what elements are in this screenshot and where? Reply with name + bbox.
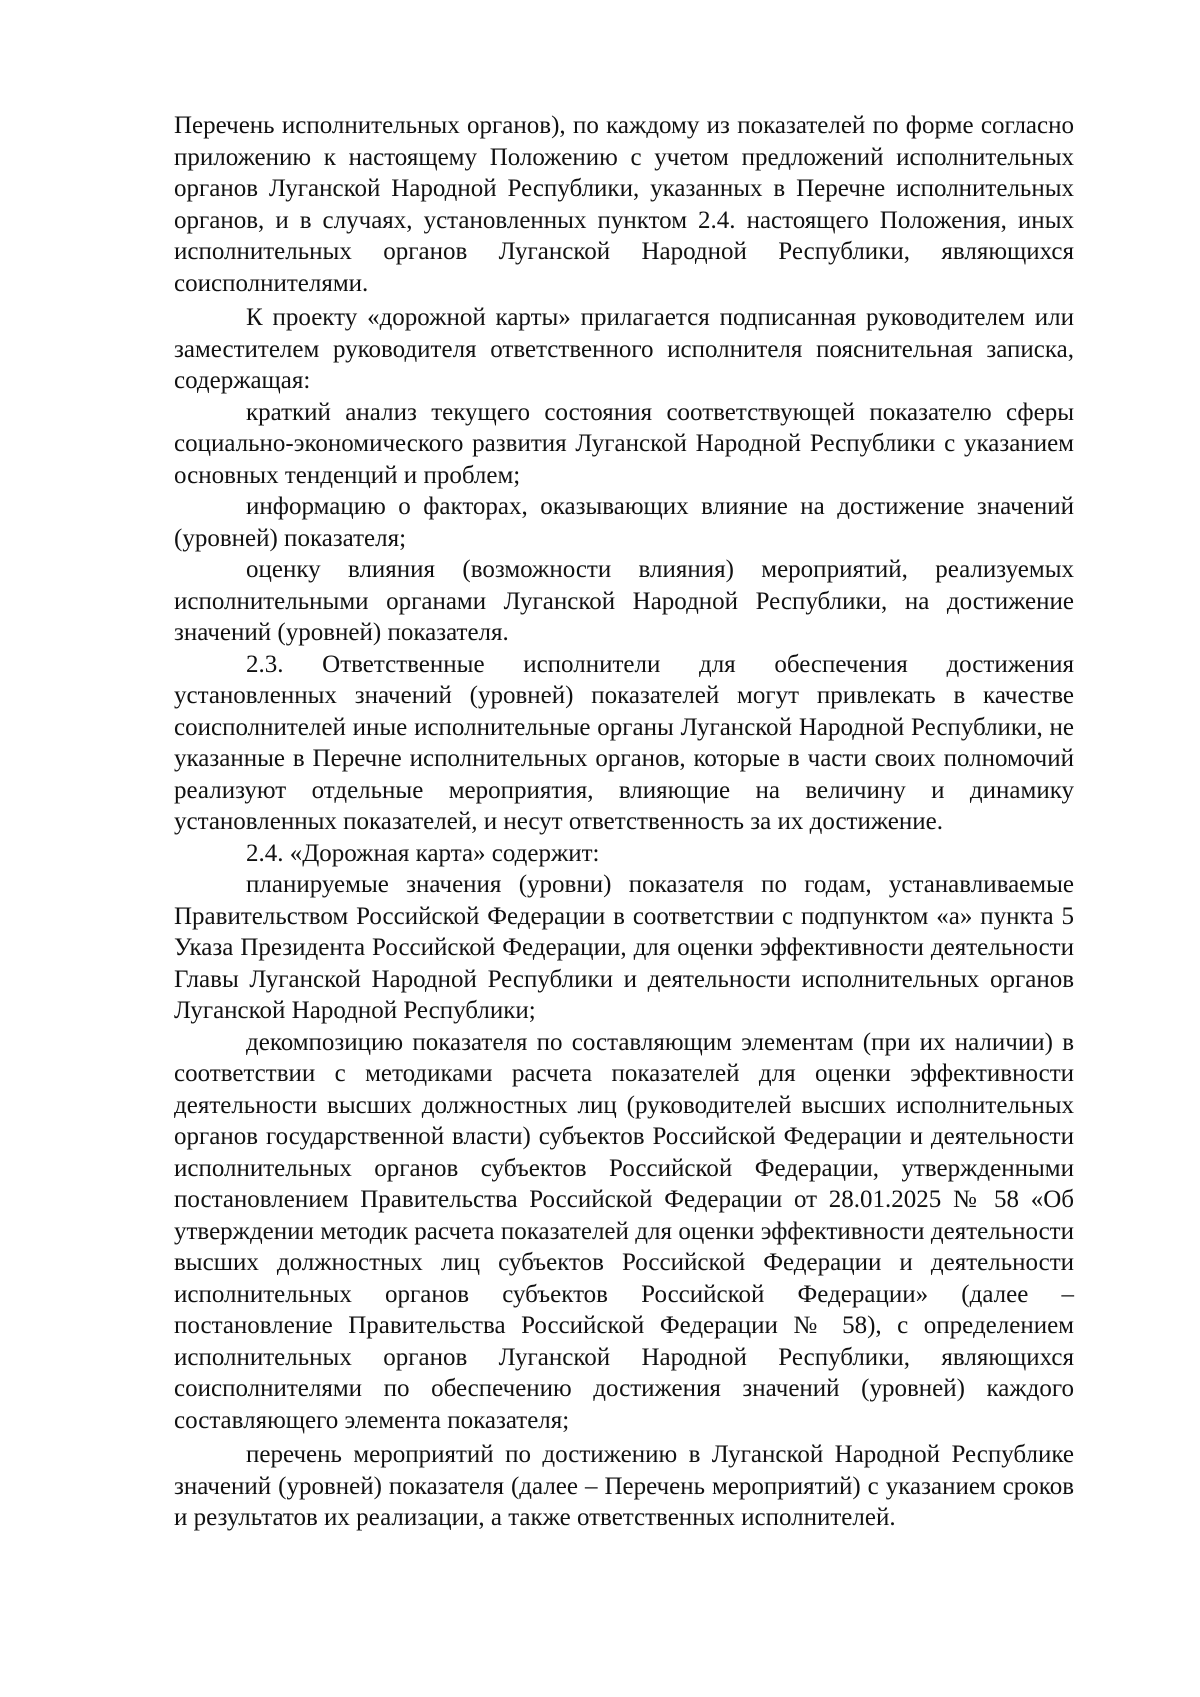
paragraph-executive-bodies-list: Перечень исполнительных органов), по каждому из показателей по форме согласно приложению к настоящему Положению с учетом предложений исполнительных органов Луганской Народной Республики, указанных в Перечне исполнительных органов, и в случаях, установленных пунктом 2.4. настоящего Положения, иных исполнительных органов Луганской Народной Республики, являющихся соисполнителями. [174,112,1074,297]
paragraph-section-2-4: 2.4. «Дорожная карта» содержит: [246,839,600,867]
paragraph-measures-list: перечень мероприятий по достижению в Луганской Народной Республике значений (уровней) показателя (далее – Перечень мероприятий) с указанием сроков и результатов их реализации, а также ответственных исполнителей. [174,1441,1074,1531]
paragraph-section-2-3: 2.3. Ответственные исполнители для обеспечения достижения установленных значений (уровней) показателей могут привлекать в качестве соисполнителей иные исполнительные органы Луганской Народной Республики, не указанные в Перечне исполнительных органов, которые в части своих полномочий реализуют отдельные мероприятия, влияющие на величину и динамику установленных показателей, и несут ответственность за их достижение. [174,650,1074,835]
paragraph-roadmap-explanatory-note: К проекту «дорожной карты» прилагается подписанная руководителем или заместителем руководителя ответственного исполнителя пояснительная записка, содержащая: [174,304,1074,394]
paragraph-brief-analysis: краткий анализ текущего состояния соответствующей показателю сферы социально-экономического развития Луганской Народной Республики с указанием основных тенденций и проблем; [174,398,1074,489]
document-body [174,110,1074,1534]
paragraph-impact-assessment: оценку влияния (возможности влияния) мероприятий, реализуемых исполнительными органами Луганской Народной Республики, на достижение значений (уровней) показателя. [174,556,1074,646]
paragraph-decomposition: декомпозицию показателя по составляющим элементам (при их наличии) в соответствии с методиками расчета показателей для оценки эффективности деятельности высших должностных лиц (руководителей высших исполнительных органов государственной власти) субъектов Российской Федерации и деятельности исполнительных органов субъектов Российской Федерации, утвержденными постановлением Правительства Российской Федерации от 28.01.2025 № 58 «Об утверждении методик расчета показателей для оценки эффективности деятельности высших должностных лиц субъектов Российской Федерации и деятельности исполнительных органов субъектов Российской Федерации» (далее – постановление Правительства Российской Федерации № 58), с определением исполнительных органов Луганской Народной Республики, являющихся соисполнителями по обеспечению достижения значений (уровней) каждого составляющего элемента показателя; [174,1028,1074,1434]
paragraph-planned-values: планируемые значения (уровни) показателя по годам, устанавливаемые Правительством Российской Федерации в соответствии с подпунктом «а» пункта 5 Указа Президента Российской Федерации, для оценки эффективности деятельности Главы Луганской Народной Республики и деятельности исполнительных органов Луганской Народной Республики; [174,871,1074,1024]
paragraph-factors-information: информацию о факторах, оказывающих влияние на достижение значений (уровней) показателя; [174,493,1074,552]
